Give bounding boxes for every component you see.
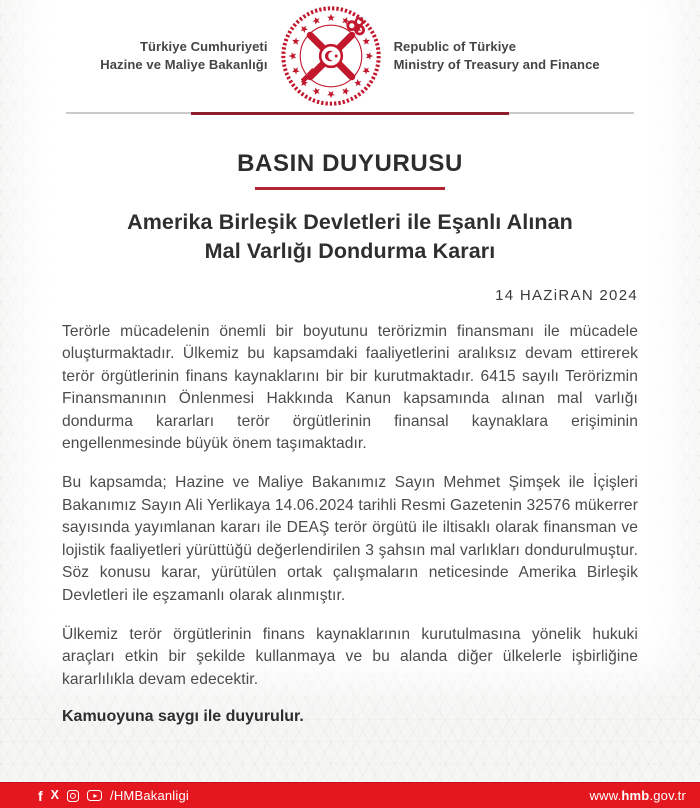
website-domain: hmb — [621, 788, 650, 803]
document-title — [62, 208, 638, 266]
paragraph-2: Bu kapsamda; Hazine ve Maliye Bakanımız Sayın Mehmet Şimşek ile İçişleri Bakanımız Sayın Ali Yerlikaya 14.06.2024 tarihli Resmi Gazetenin 32576 mükerrer sayısında yayımlanan kararı ile DEAŞ terör örgütü ile iltisaklı olarak finansman ve lojistik faaliyetleri yürüttüğü değerlendirilen 3 şahsın mal varlıkları dondurulmuştur. Söz konusu karar, yürütülen ortak çalışmaların neticesinde Amerika Birleşik Devletleri ile eşzamanlı olarak alınmıştır. — [62, 474, 638, 604]
facebook-icon[interactable]: f — [38, 787, 43, 804]
org-name-english-line2: Ministry of Treasury and Finance — [393, 57, 600, 72]
kicker-basin-duyurusu: BASIN DUYURUSU — [237, 150, 463, 177]
youtube-icon[interactable] — [87, 790, 102, 801]
org-name-english — [394, 38, 600, 74]
org-name-turkish-line1: Türkiye Cumhuriyeti — [139, 39, 268, 54]
instagram-icon[interactable] — [67, 790, 79, 802]
kicker-underline — [255, 187, 445, 190]
org-name-turkish — [100, 38, 267, 74]
social-links[interactable] — [38, 788, 189, 803]
header — [0, 0, 700, 112]
x-icon[interactable]: X — [50, 788, 60, 803]
header-divider-red-segment — [191, 112, 509, 115]
ministry-emblem-icon — [279, 4, 383, 108]
footer-bar — [0, 782, 700, 808]
document-title-line1: Amerika Birleşik Devletleri ile Eşanlı Alınan — [127, 210, 573, 234]
ministry-emblem-logo — [279, 4, 383, 108]
press-release-body — [0, 114, 700, 754]
website-suffix: .gov.tr — [649, 788, 686, 803]
website-link[interactable] — [590, 788, 686, 803]
closing-line: Kamuoyuna saygı ile duyurulur. — [62, 708, 304, 726]
paragraph-3: Ülkemiz terör örgütlerinin finans kaynaklarının kurutulmasına yönelik hukuki araçları etkin bir şekilde kullanmaya ve bu alanda diğer ülkelerle işbirliğine kararlılıkla devam edecektir. — [62, 625, 638, 688]
document-title-line2: Mal Varlığı Dondurma Kararı — [204, 239, 496, 264]
document-date: 14 HAZiRAN 2024 — [495, 287, 638, 305]
header-divider — [66, 112, 634, 114]
org-name-english-line1: Republic of Türkiye — [393, 39, 517, 54]
website-prefix: www. — [589, 788, 622, 803]
org-name-turkish-line2: Hazine ve Maliye Bakanlığı — [100, 57, 268, 72]
social-handle[interactable]: /HMBakanligi — [110, 788, 190, 803]
paragraph-1: Terörle mücadelenin önemli bir boyutunu terörizmin finansmanı ile mücadele oluşturmaktadır. Ülkemiz bu kapsamdaki faaliyetlerini aralıksız devam ettirerek terör örgütlerinin finans kaynaklarını bir bir kurutmaktadır. 6415 sayılı Terörizmin Finansmanının Önlenmesi Hakkında Kanun kapsamında alınan mal varlığı dondurma kararları terör örgütlerinin finansal kaynaklara erişiminin engellenmesinde büyük önem taşımaktadır. — [62, 323, 638, 453]
